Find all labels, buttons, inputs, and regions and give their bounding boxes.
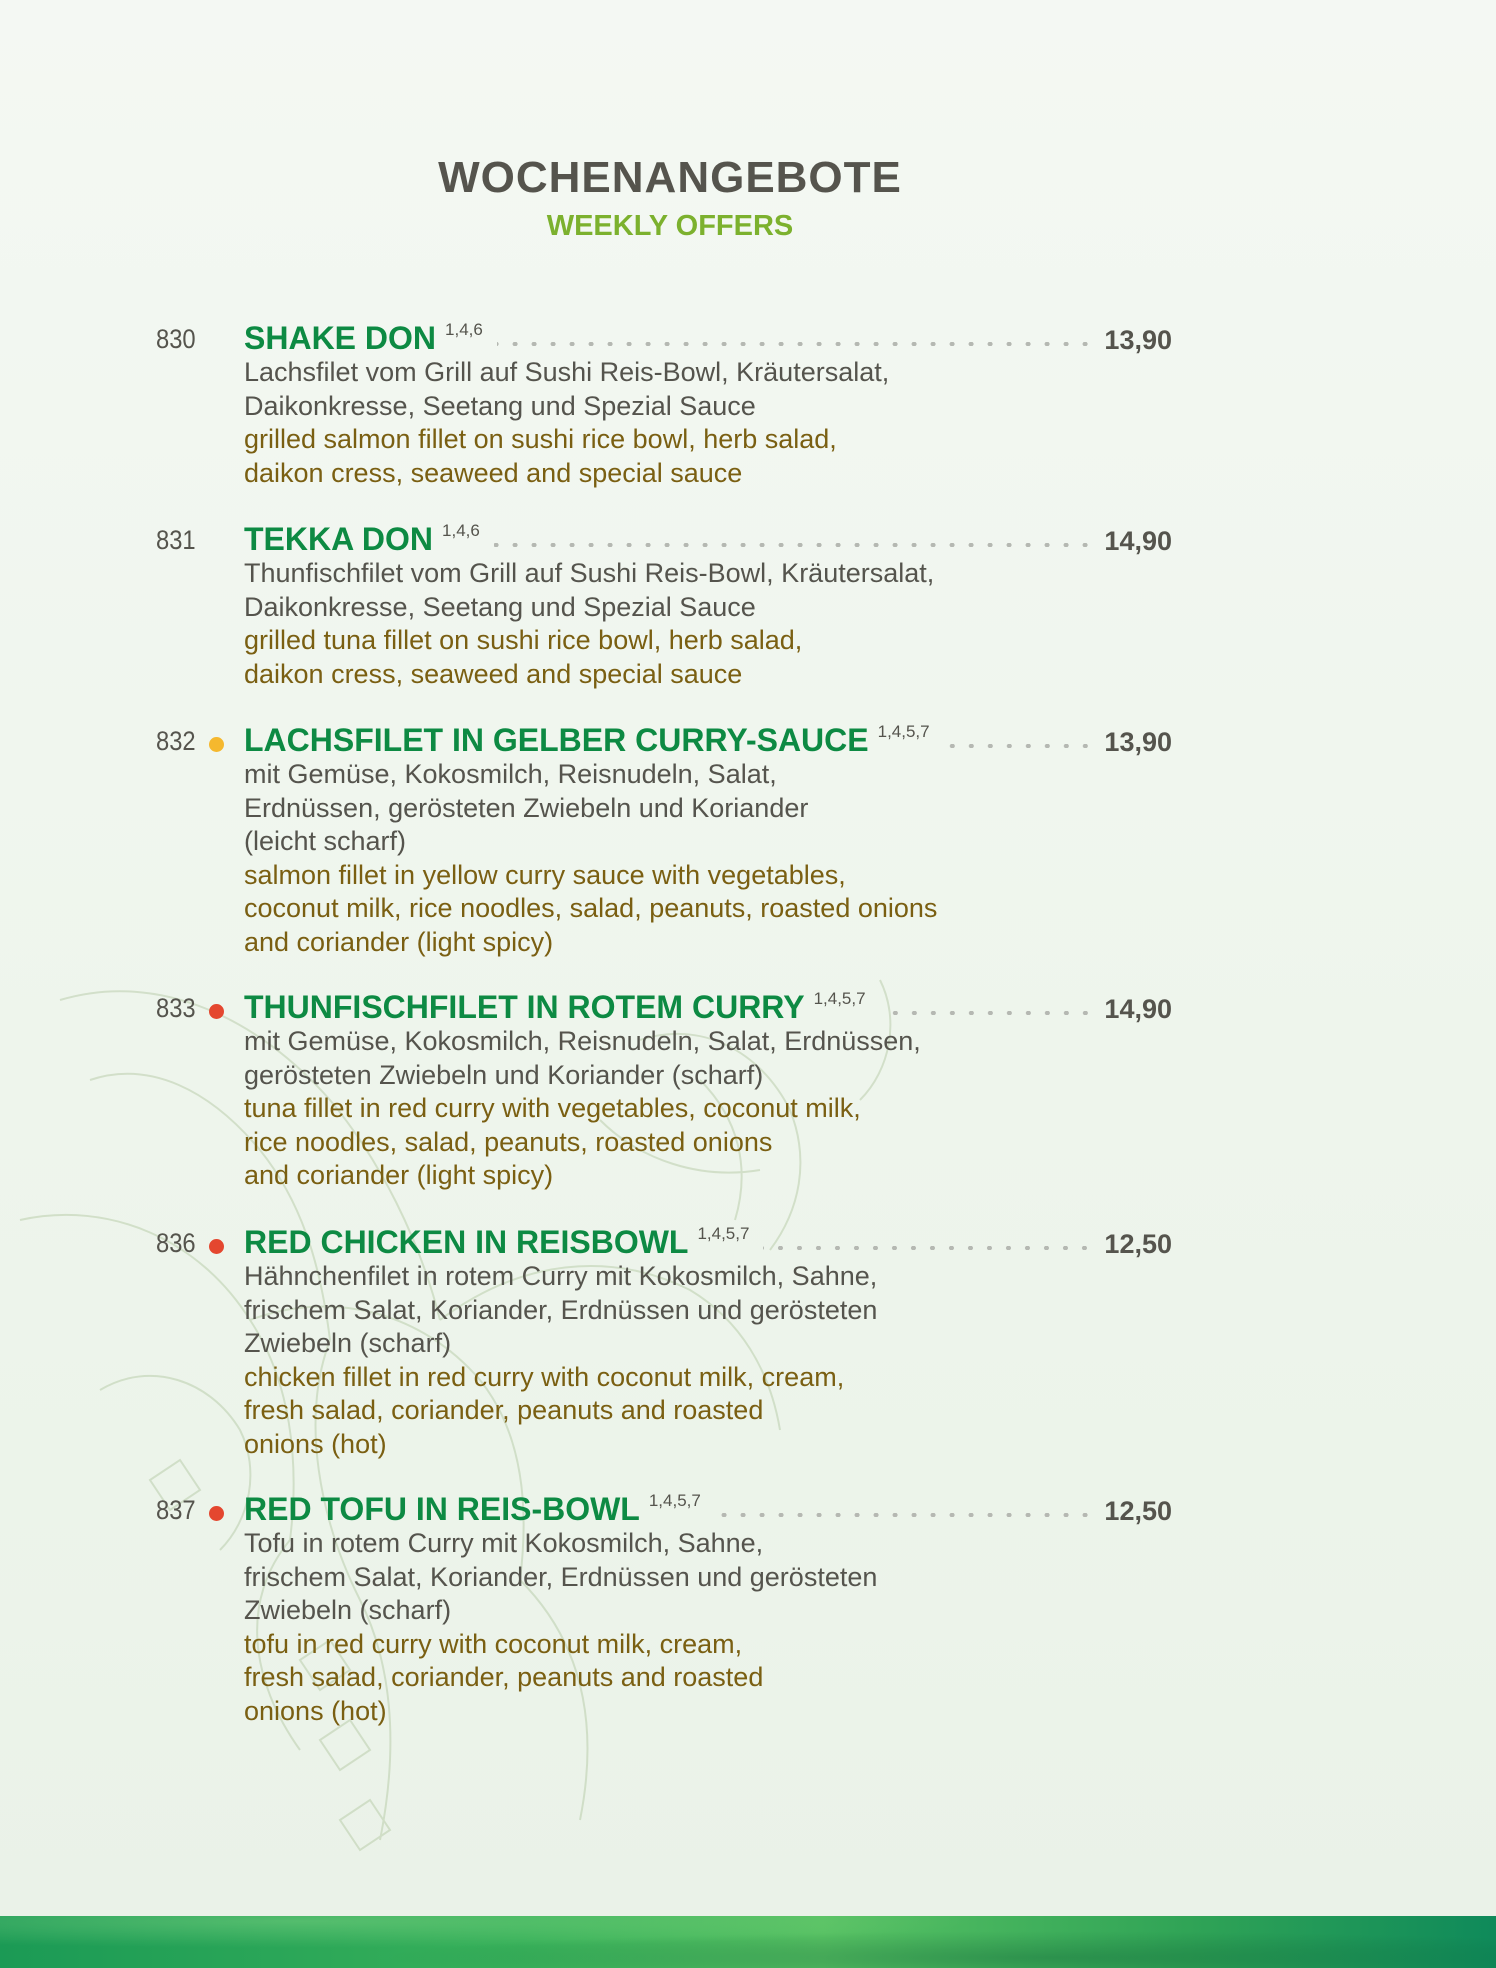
item-description [244, 1527, 1144, 1728]
dot-leader [497, 342, 1095, 346]
item-allergens: 1,4,6 [442, 521, 480, 540]
item-price: 14,90 [1104, 994, 1172, 1024]
description-en-line: coconut milk, rice noodles, salad, peanuts, roasted onions [244, 893, 938, 923]
footer-banner [0, 1916, 1496, 1968]
description-de-line: mit Gemüse, Kokosmilch, Reisnudeln, Salat, Erdnüssen, [244, 1026, 921, 1056]
description-de-line: gerösteten Zwiebeln und Koriander (scharf) [244, 1059, 764, 1090]
description-de-line: Lachsfilet vom Grill auf Sushi Reis-Bowl, Kräutersalat, [244, 357, 890, 387]
description-en-line: daikon cress, seaweed and special sauce [244, 457, 743, 488]
description-de-line: Hähnchenfilet in rotem Curry mit Kokosmilch, Sahne, [244, 1261, 878, 1291]
item-description [244, 1025, 1144, 1193]
item-allergens: 1,4,5,7 [877, 722, 930, 741]
description-en-line: fresh salad, coriander, peanuts and roasted [244, 1662, 764, 1692]
page-subtitle: WEEKLY OFFERS [546, 210, 794, 242]
item-title-row [244, 720, 1172, 760]
description-de-line: Zwiebeln (scharf) [244, 1595, 452, 1625]
description-en-line: onions (hot) [244, 1428, 387, 1459]
item-allergens: 1,4,5,7 [813, 989, 866, 1008]
hot-spice-dot [209, 1004, 224, 1019]
description-en-line: chicken fillet in red curry with coconut milk, cream, [244, 1361, 845, 1392]
item-price: 13,90 [1104, 325, 1172, 355]
item-price: 14,90 [1104, 526, 1172, 556]
dot-leader [494, 543, 1095, 547]
description-en-line: and coriander (light spicy) [244, 1160, 554, 1190]
description-de-line: frischem Salat, Koriander, Erdnüssen und gerösteten [244, 1561, 878, 1592]
item-name: RED TOFU IN REIS-BOWL [244, 1491, 640, 1527]
item-description [244, 758, 1144, 959]
item-allergens: 1,4,5,7 [648, 1491, 701, 1510]
page-title: WOCHENANGEBOTE [438, 153, 902, 202]
description-de-line: mit Gemüse, Kokosmilch, Reisnudeln, Salat, [244, 759, 777, 789]
description-de-line: Daikonkresse, Seetang und Spezial Sauce [244, 390, 756, 421]
item-allergens: 1,4,5,7 [697, 1224, 750, 1243]
description-en-line: daikon cress, seaweed and special sauce [244, 658, 743, 689]
hot-spice-dot [209, 1239, 224, 1254]
item-name: LACHSFILET IN GELBER CURRY-SAUCE [244, 722, 869, 758]
footer-texture [0, 1916, 1496, 1968]
description-en-line: grilled salmon fillet on sushi rice bowl, herb salad, [244, 424, 837, 454]
description-en-line: and coriander (light spicy) [244, 926, 554, 957]
item-number: 836 [156, 1228, 196, 1258]
item-name: SHAKE DON [244, 320, 437, 356]
dot-leader [944, 744, 1095, 748]
item-number: 830 [156, 324, 196, 354]
dot-leader [715, 1513, 1095, 1517]
item-number: 833 [156, 993, 196, 1023]
description-de-line: Daikonkresse, Seetang und Spezial Sauce [244, 591, 756, 622]
description-de-line: (leicht scharf) [244, 826, 407, 856]
item-title-row [244, 987, 1172, 1027]
item-title-row [244, 1222, 1172, 1262]
hot-spice-dot [209, 1506, 224, 1521]
item-price: 12,50 [1104, 1229, 1172, 1259]
description-en-line: tuna fillet in red curry with vegetables, coconut milk, [244, 1093, 861, 1123]
description-en-line: salmon fillet in yellow curry sauce with vegetables, [244, 859, 846, 890]
description-en-line: rice noodles, salad, peanuts, roasted onions [244, 1126, 773, 1157]
description-en-line: tofu in red curry with coconut milk, cream, [244, 1628, 743, 1659]
item-description [244, 1260, 1144, 1461]
item-name: RED CHICKEN IN REISBOWL [244, 1224, 689, 1260]
description-de-line: Erdnüssen, gerösteten Zwiebeln und Koriander [244, 792, 809, 823]
description-de-line: frischem Salat, Koriander, Erdnüssen und gerösteten [244, 1294, 878, 1325]
item-title-row [244, 318, 1172, 358]
mild-spice-dot [209, 737, 224, 752]
item-number: 832 [156, 726, 196, 756]
item-price: 13,90 [1104, 727, 1172, 757]
item-title-row [244, 519, 1172, 559]
item-number: 831 [156, 525, 196, 555]
item-name: THUNFISCHFILET IN ROTEM CURRY [244, 989, 805, 1025]
item-price: 12,50 [1104, 1496, 1172, 1526]
dot-leader [880, 1011, 1095, 1015]
item-allergens: 1,4,6 [445, 320, 483, 339]
description-en-line: grilled tuna fillet on sushi rice bowl, herb salad, [244, 625, 803, 655]
item-description [244, 356, 1144, 490]
item-description [244, 557, 1144, 691]
description-de-line: Tofu in rotem Curry mit Kokosmilch, Sahne, [244, 1528, 764, 1558]
item-number: 837 [156, 1495, 196, 1525]
description-de-line: Thunfischfilet vom Grill auf Sushi Reis-Bowl, Kräutersalat, [244, 558, 935, 588]
description-en-line: fresh salad, coriander, peanuts and roasted [244, 1395, 764, 1425]
item-title-row [244, 1489, 1172, 1529]
description-de-line: Zwiebeln (scharf) [244, 1328, 452, 1358]
item-name: TEKKA DON [244, 521, 434, 557]
description-en-line: onions (hot) [244, 1695, 387, 1726]
dot-leader [763, 1246, 1094, 1250]
menu-header [0, 148, 1340, 244]
